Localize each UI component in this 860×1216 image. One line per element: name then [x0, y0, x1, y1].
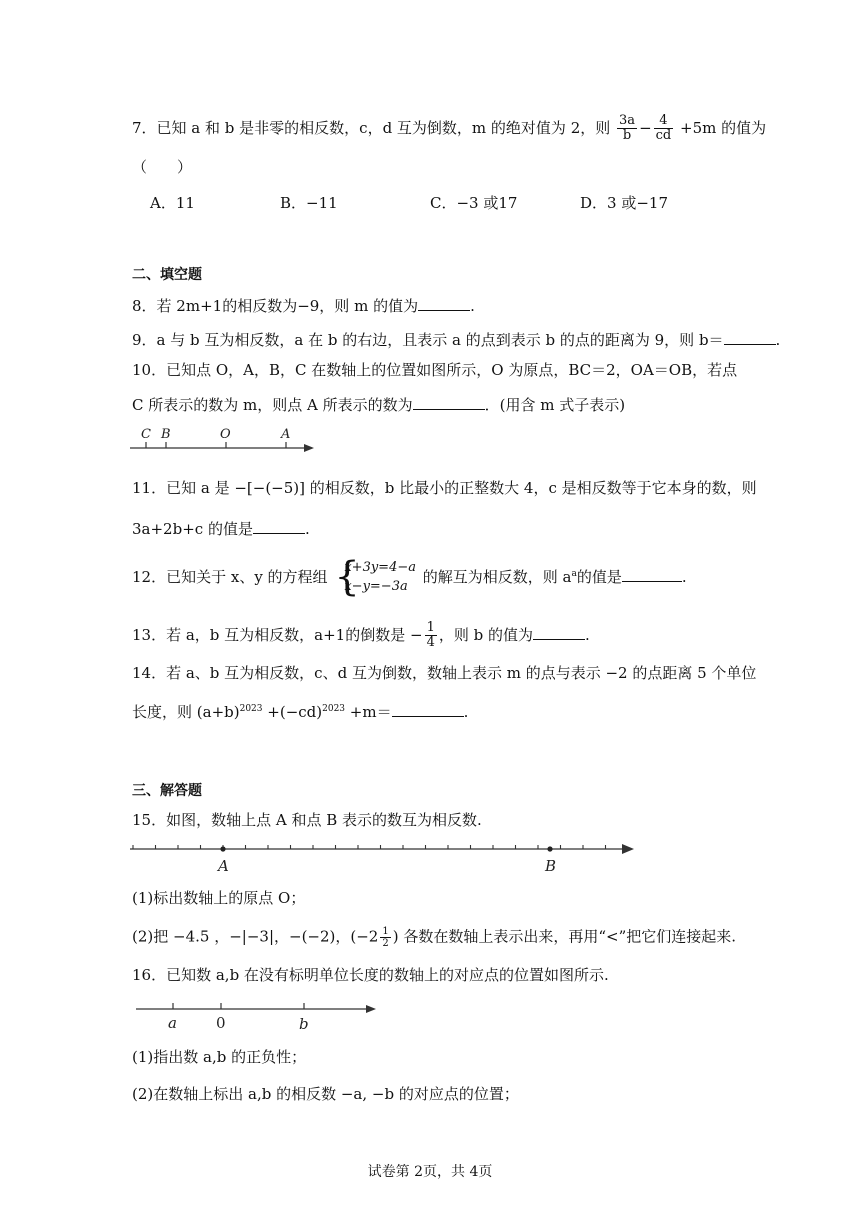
q15-title: 15．如图，数轴上点 A 和点 B 表示的数互为相反数.	[132, 811, 482, 829]
q15-part2-post: ) 各数在数轴上表示出来，再用“<”把它们连接起来.	[392, 927, 737, 946]
q8-text: 8．若 2m+1的相反数为−9，则 m 的值为	[132, 297, 419, 315]
q14-line1: 14．若 a、b 互为相反数，c、d 互为倒数，数轴上表示 m 的点与表示 −2 的点距离 5 个单位	[132, 664, 757, 682]
q15-mixed-fraction: $\frac{1}{2}$	[382, 926, 389, 949]
q12-exponent: a	[571, 568, 577, 579]
q7-minus: −	[639, 118, 652, 137]
q15-label-b: B	[545, 857, 557, 875]
q14-blank	[392, 702, 464, 717]
q9	[132, 330, 780, 349]
q16-label-zero: 0	[216, 1014, 226, 1032]
q12-text-pre: 12．已知关于 x、y 的方程组	[132, 567, 328, 586]
q13-fraction: $\frac{1}{4}$	[426, 620, 435, 651]
q10-label-a: A	[281, 427, 291, 442]
q14-text-pre: 长度，则 (a+b)	[132, 703, 240, 721]
q12-brace: {	[334, 554, 360, 600]
q12-equation-system	[334, 554, 416, 600]
q8	[132, 296, 475, 315]
q15-label-a: A	[218, 857, 229, 875]
q7-option-d: D．3 或−17	[580, 194, 668, 212]
q14-exponent-1: 2023	[239, 704, 263, 714]
q12-blank	[622, 567, 682, 582]
q14-text-mid: +(−cd)	[262, 703, 323, 721]
q14-text-post: +m＝	[345, 703, 392, 721]
section-answer-title: 三、解答题	[132, 783, 202, 799]
q16-part2: (2)在数轴上标出 a,b 的相反数 −a, −b 的对应点的位置；	[132, 1085, 519, 1103]
q11-line1: 11．已知 a 是 −[−(−5)] 的相反数，b 比最小的正整数大 4，c 是相反数等于它本身的数，则	[132, 479, 757, 497]
q7-text-before: 7．已知 a 和 b 是非零的相反数，c，d 互为倒数，m 的绝对值为 2，则	[132, 118, 611, 137]
q16-title: 16．已知数 a,b 在没有标明单位长度的数轴上的对应点的位置如图所示.	[132, 966, 609, 984]
q10-line2	[132, 395, 625, 414]
q11-text-pre: 3a+2b+c 的值是	[132, 520, 253, 538]
q16-label-a: a	[168, 1014, 177, 1032]
q7-answer-paren: （ ）	[132, 158, 193, 176]
q12-end: .	[681, 567, 687, 586]
q10-label-b: B	[161, 427, 171, 442]
q15-part2	[132, 926, 736, 949]
q15-part2-pre: (2)把 −4.5 ，−|−3|，−(−2)，(−2	[132, 927, 379, 946]
q15-number-line	[130, 840, 640, 880]
q14-line2	[132, 702, 468, 721]
q16-axis-arrow	[366, 1005, 376, 1013]
q13-text-post: ，则 b 的值为	[438, 625, 533, 644]
q10-text-post: ．(用含 m 式子表示)	[484, 396, 626, 414]
section-fill-in-title: 二、填空题	[132, 267, 202, 283]
q16-label-b: b	[299, 1015, 309, 1033]
q14-end: .	[463, 703, 469, 721]
q15-point-b	[547, 846, 552, 851]
q8-end: .	[470, 297, 475, 315]
q9-text: 9．a 与 b 互为相反数，a 在 b 的右边，且表示 a 的点到表示 b 的点的距离为 9，则 b＝	[132, 331, 724, 349]
q9-blank	[724, 330, 776, 345]
q8-blank	[418, 296, 470, 311]
q10-label-o: O	[220, 427, 231, 442]
q7-stem	[132, 114, 766, 144]
q10-axis-arrow	[304, 444, 314, 452]
q7-fraction-1: $\frac{3a}{b}$	[619, 113, 636, 144]
q12	[132, 554, 687, 600]
q15-point-a	[220, 846, 225, 851]
q10-line1: 10．已知点 O，A，B，C 在数轴上的位置如图所示，O 为原点，BC＝2，OA＝OB，若点	[132, 361, 738, 379]
q12-text-post2: 的值是	[576, 567, 622, 586]
q12-equation-2: x−y=−3a	[344, 578, 408, 594]
q15-axis-arrow	[622, 844, 634, 854]
q12-equation-1: x+3y=4−a	[344, 560, 416, 575]
q10-text-pre: C 所表示的数为 m，则点 A 所表示的数为	[132, 396, 413, 414]
q11-blank	[253, 519, 305, 534]
q7-option-b: B．−11	[280, 194, 338, 212]
q7-option-c: C．−3 或17	[430, 194, 518, 212]
q11-end: .	[304, 520, 310, 538]
q9-end: .	[775, 331, 781, 349]
q10-number-line	[128, 424, 328, 458]
q13	[132, 621, 590, 651]
page-footer: 试卷第 2页，共 4页	[367, 1164, 493, 1180]
q7-text-after: +5m 的值为	[680, 118, 767, 137]
q11-line2	[132, 519, 310, 538]
q13-blank	[533, 625, 585, 640]
q7-fraction-2: $\frac{4}{cd}$	[655, 113, 672, 144]
q15-part1: (1)标出数轴上的原点 O；	[132, 889, 306, 907]
q13-text-pre: 13．若 a，b 互为相反数，a+1的倒数是 −	[132, 625, 423, 644]
q10-blank	[413, 395, 485, 410]
q14-exponent-2: 2023	[322, 704, 346, 714]
q16-part1: (1)指出数 a,b 的正负性；	[132, 1048, 307, 1066]
q10-label-c: C	[141, 427, 151, 442]
q13-end: .	[584, 625, 590, 644]
q12-text-post: 的解互为相反数，则 a	[422, 567, 572, 586]
q16-number-line	[130, 998, 390, 1034]
q7-option-a: A．11	[150, 194, 195, 212]
